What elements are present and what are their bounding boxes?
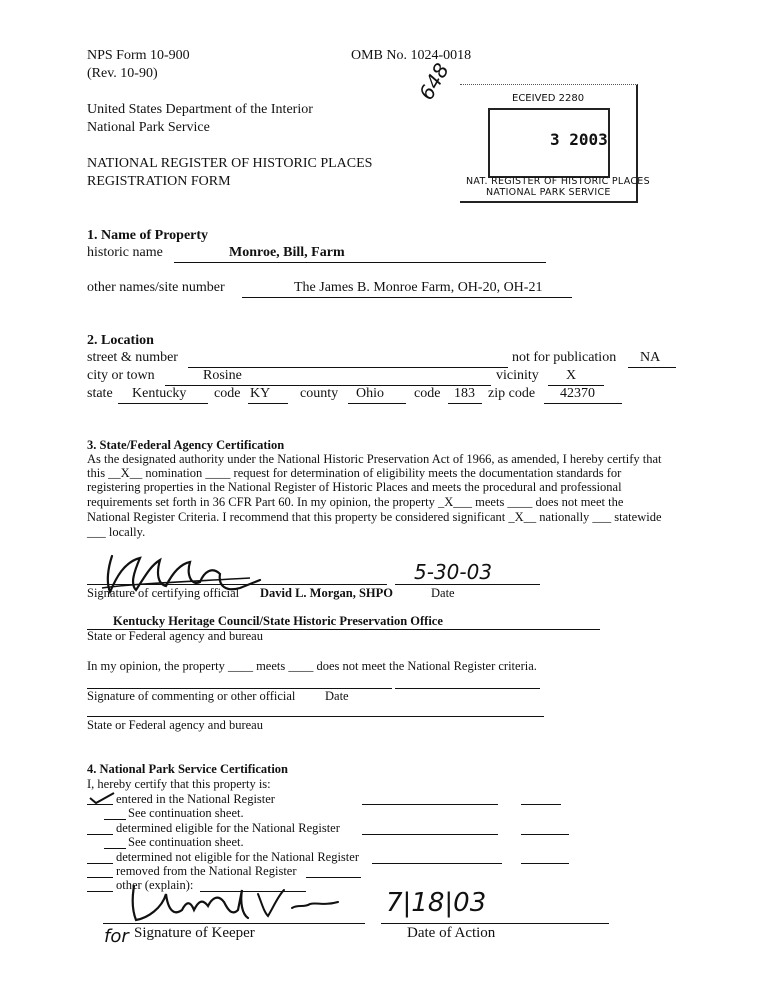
eligible-sig-line (362, 834, 498, 835)
keeper-signature-label: Signature of Keeper (134, 925, 255, 941)
form-revision: (Rev. 10-90) (87, 66, 158, 81)
state-code-label: code (214, 386, 241, 401)
form-number: NPS Form 10-900 (87, 48, 190, 63)
shpo-signature-label: Signature of certifying official (87, 586, 240, 600)
stamp-received-text: ECEIVED 2280 (512, 93, 585, 104)
county-label: county (300, 386, 339, 401)
other-names-line (242, 297, 572, 298)
historic-name-line (174, 262, 546, 263)
action-date-handwritten: 7|18|03 (386, 888, 487, 918)
certification-text-line: As the designated authority under the National Historic Preservation Act of 1966, as amended, I hereby certify that (87, 452, 662, 466)
shpo-date-handwritten: 5-30-03 (414, 560, 493, 584)
commenting-date-label: Date (325, 689, 349, 703)
certification-text-line: ___ locally. (87, 525, 146, 539)
agency-line-2 (87, 716, 544, 717)
entered-sig-line (362, 804, 498, 805)
department-name: United States Department of the Interior (87, 102, 313, 117)
other-names-value[interactable]: The James B. Monroe Farm, OH-20, OH-21 (294, 280, 543, 295)
nfp-value[interactable]: NA (640, 350, 661, 365)
section4-heading: 4. National Park Service Certification (87, 762, 288, 776)
form-title-line1: NATIONAL REGISTER OF HISTORIC PLACES (87, 156, 373, 171)
continuation-blank[interactable] (104, 819, 126, 820)
vicinity-label: vicinity (496, 368, 539, 383)
city-label: city or town (87, 368, 155, 383)
stamp-line2: NATIONAL PARK SERVICE (486, 187, 611, 198)
nps-item-removed: removed from the National Register (116, 864, 297, 878)
shpo-date-line (395, 584, 540, 585)
agency-value[interactable]: Kentucky Heritage Council/State Historic Preservation Office (113, 614, 443, 628)
county-code-label: code (414, 386, 441, 401)
county-code-line (448, 403, 482, 404)
section4-intro: I, hereby certify that this property is: (87, 777, 271, 791)
not-eligible-date-line (521, 863, 569, 864)
for-mark-handwritten: for (104, 926, 129, 947)
action-date-label: Date of Action (407, 925, 496, 941)
stamp-line1: NAT. REGISTER OF HISTORIC PLACES (466, 176, 650, 187)
section3-heading: 3. State/Federal Agency Certification (87, 438, 285, 452)
margin-handwritten-number: 648 (414, 58, 454, 104)
state-line (118, 403, 208, 404)
other-names-label: other names/site number (87, 280, 225, 295)
nps-item-eligible: determined eligible for the National Register (116, 821, 340, 835)
certification-text-line: National Register Criteria. I recommend that this property be considered significant _X__ nationally ___ statewide (87, 510, 662, 524)
nps-item-continuation-2: See continuation sheet. (128, 835, 244, 849)
zip-label: zip code (488, 386, 536, 401)
city-value[interactable]: Rosine (203, 368, 242, 383)
nps-item-continuation: See continuation sheet. (128, 806, 244, 820)
entered-blank[interactable] (87, 804, 113, 805)
certification-text-line: this __X__ nomination ____ request for determination of eligibility meets the documentation standards for (87, 466, 622, 480)
keeper-signature-line (103, 923, 365, 924)
eligible-blank[interactable] (87, 834, 113, 835)
state-code-line (248, 403, 288, 404)
continuation-blank-2[interactable] (104, 848, 126, 849)
nfp-label: not for publication (512, 350, 617, 365)
commenting-signature-label: Signature of commenting or other official (87, 689, 296, 703)
service-name: National Park Service (87, 120, 210, 135)
stamp-number: 3 2003 (550, 130, 608, 149)
nfp-line (628, 367, 676, 368)
county-line (348, 403, 406, 404)
state-label: state (87, 386, 113, 401)
zip-line (544, 403, 622, 404)
shpo-date-label: Date (431, 586, 455, 600)
shpo-signer-name: David L. Morgan, SHPO (260, 586, 393, 600)
omb-number: OMB No. 1024-0018 (351, 48, 472, 63)
section1-heading: 1. Name of Property (87, 228, 209, 243)
entered-date-line (521, 804, 561, 805)
section2-heading: 2. Location (87, 333, 154, 348)
nps-item-entered: entered in the National Register (116, 792, 275, 806)
historic-name-label: historic name (87, 245, 163, 260)
opinion-line: In my opinion, the property ____ meets ____ does not meet the National Register criteria. (87, 659, 537, 673)
not-eligible-sig-line (372, 863, 502, 864)
vicinity-value[interactable]: X (566, 368, 577, 383)
county-value[interactable]: Ohio (356, 386, 384, 401)
agency-label-2: State or Federal agency and bureau (87, 718, 263, 732)
other-blank[interactable] (87, 891, 113, 892)
action-date-line (381, 923, 609, 924)
commenting-date-line (395, 688, 540, 689)
county-code-value[interactable]: 183 (454, 386, 475, 401)
certification-text-line: requirements set forth in 36 CFR Part 60. In my opinion, the property _X___ meets ____ does not meet the (87, 495, 624, 509)
certification-text-line: registering properties in the National Register of Historic Places and meets the procedural and professional (87, 480, 622, 494)
keeper-signature (128, 880, 348, 926)
state-value[interactable]: Kentucky (132, 386, 187, 401)
nps-item-not-eligible: determined not eligible for the National Register (116, 850, 359, 864)
nps-item-other: other (explain): (116, 878, 194, 892)
historic-name-value[interactable]: Monroe, Bill, Farm (229, 245, 345, 260)
zip-value[interactable]: 42370 (560, 386, 595, 401)
state-code-value[interactable]: KY (250, 386, 271, 401)
removed-blank[interactable] (87, 877, 113, 878)
eligible-date-line (521, 834, 569, 835)
shpo-signature-line (87, 584, 387, 585)
form-title-line2: REGISTRATION FORM (87, 174, 231, 189)
agency-label: State or Federal agency and bureau (87, 629, 263, 643)
not-eligible-blank[interactable] (87, 863, 113, 864)
street-label: street & number (87, 350, 178, 365)
removed-sig-line (306, 877, 361, 878)
